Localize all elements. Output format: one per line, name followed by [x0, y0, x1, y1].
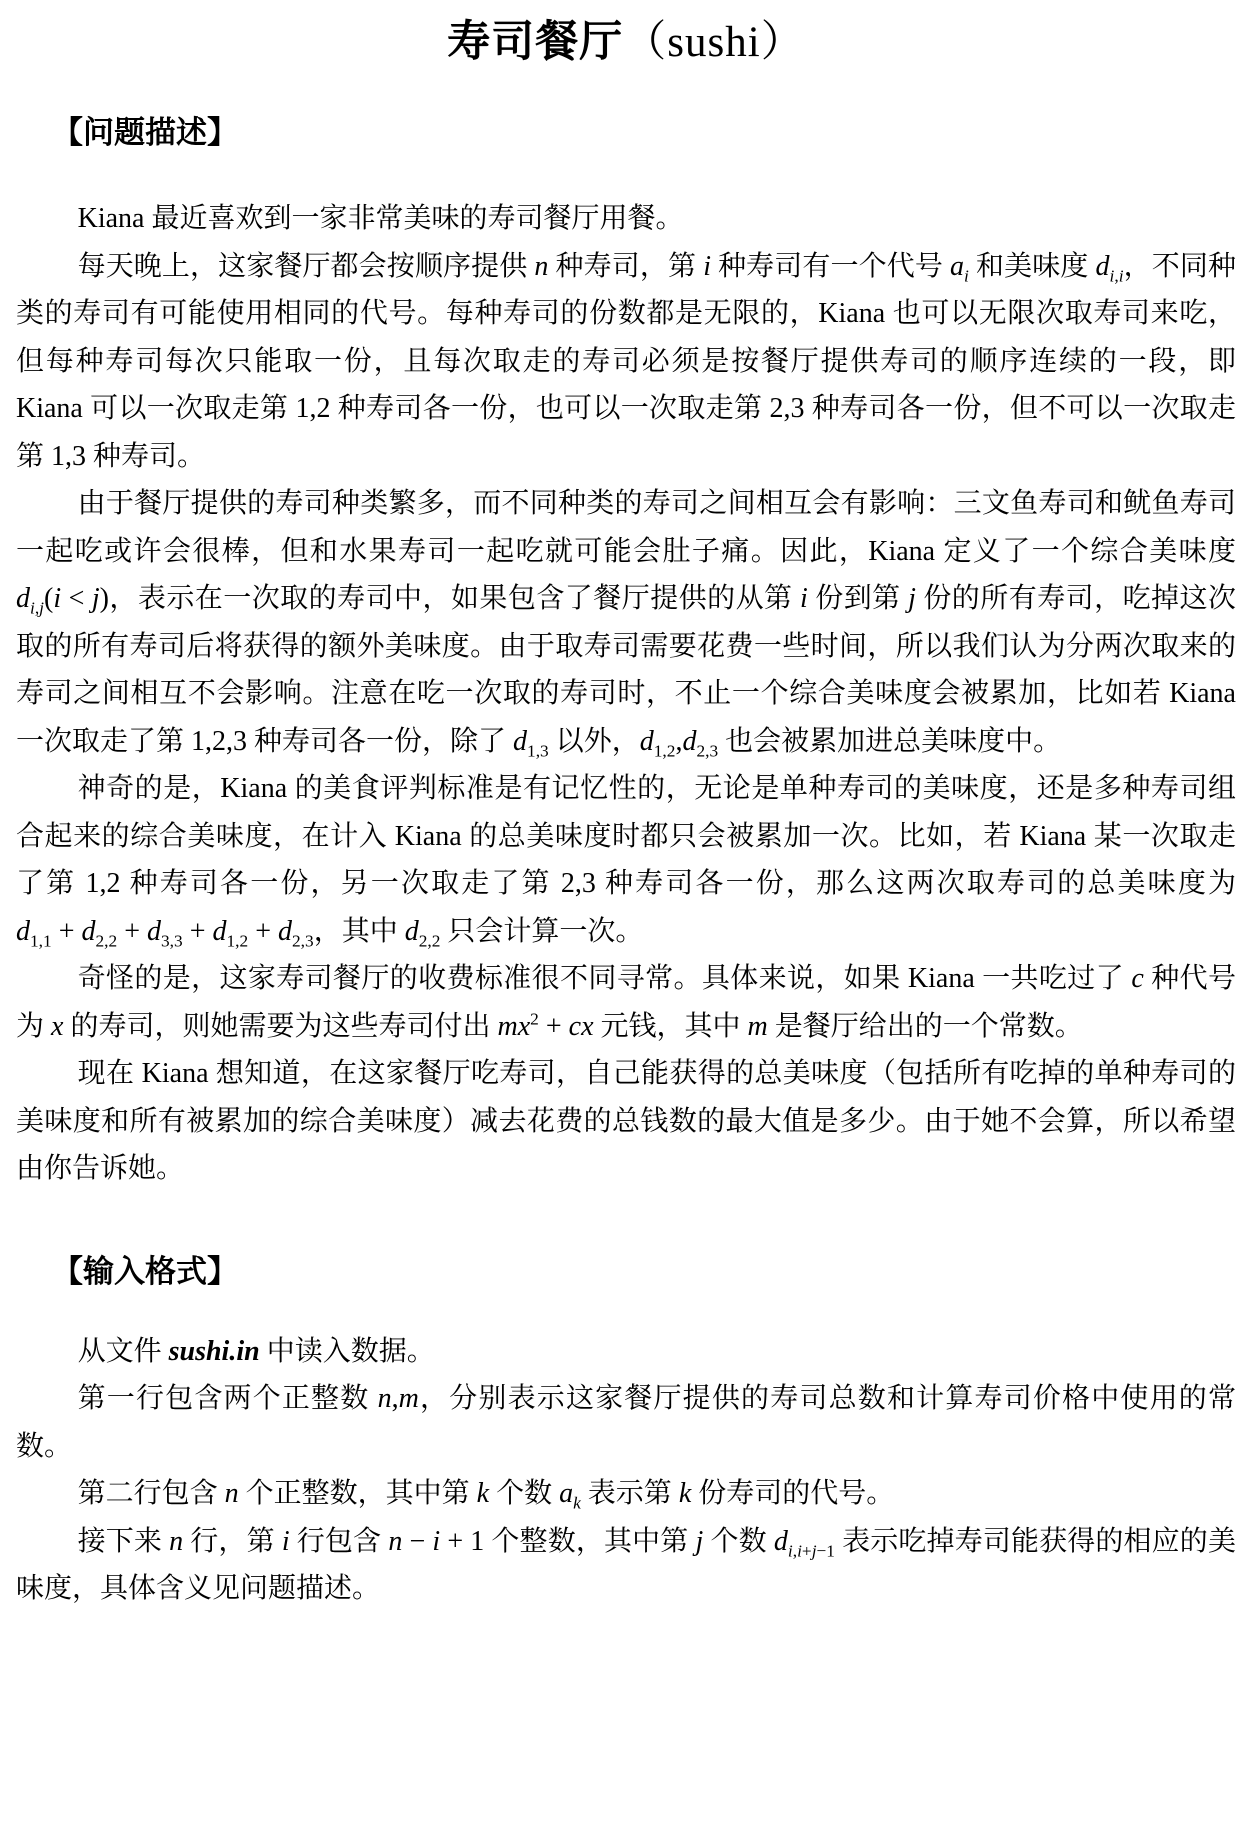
paragraph-problem-4: 神奇的是，Kiana 的美食评判标准是有记忆性的，无论是单种寿司的美味度，还是多种寿司组合起来的综合美味度，在计入 Kiana 的总美味度时都只会被累加一次。比如，若 Kiana 某一次取走了第 1,2 种寿司各一份，另一次取走了第 2,3 种寿司各一份，那么这两次取寿司的总美味度为 $d_{1,1} + d_{2,2} + d_{3,3} + d_{1,2} + d_{2,3}$，其中 $d_{2,2}$ 只会计算一次。: [16, 773, 1236, 951]
section-heading-problem-description: 【问题描述】: [52, 115, 238, 150]
paragraph-problem-2: 每天晚上，这家餐厅都会按顺序提供 n 种寿司，第 i 种寿司有一个代号 $a_i$ 和美味度 $d_{i,i}$，不同种类的寿司有可能使用相同的代号。每种寿司的份数都是无限的，Kiana 也可以无限次取寿司来吃，但每种寿司每次只能取一份，且每次取走的寿司必须是按餐厅提供寿司的顺序连续的一段，即 Kiana 可以一次取走第 1,2 种寿司各一份，也可以一次取走第 2,3 种寿司各一份，但不可以一次取走第 1,3 种寿司。: [16, 250, 1236, 472]
paragraph-input-1: 从文件 sushi.in 中读入数据。: [77, 1335, 435, 1367]
paragraph-problem-5: 奇怪的是，这家寿司餐厅的收费标准很不同寻常。具体来说，如果 Kiana 一共吃过了 c 种代号为 x 的寿司，则她需要为这些寿司付出 $mx^2$ + cx 元钱，其中 m 是餐厅给出的一个常数。: [16, 963, 1236, 1042]
paragraph-input-2: 第一行包含两个正整数 n,m，分别表示这家餐厅提供的寿司总数和计算寿司价格中使用的常数。: [16, 1383, 1236, 1462]
paragraph-problem-6: 现在 Kiana 想知道，在这家餐厅吃寿司，自己能获得的总美味度（包括所有吃掉的单种寿司的美味度和所有被累加的综合美味度）减去花费的总钱数的最大值是多少。由于她不会算，所以希望由你告诉她。: [16, 1058, 1236, 1184]
title-latin: （sushi）: [623, 19, 805, 66]
paragraph-input-3: 第二行包含 n 个正整数，其中第 k 个数 $a_k$ 表示第 k 份寿司的代号。: [77, 1478, 895, 1513]
page-title: [16, 14, 1236, 71]
document-page: [0, 14, 1252, 1613]
section-heading-input-format: 【输入格式】: [52, 1253, 238, 1289]
title-chinese: 寿司餐厅: [447, 18, 624, 66]
paragraph-problem-1: Kiana 最近喜欢到一家非常美味的寿司餐厅用餐。: [77, 203, 684, 234]
paragraph-problem-3: 由于餐厅提供的寿司种类繁多，而不同种类的寿司之间相互会有影响：三文鱼寿司和鱿鱼寿司一起吃或许会很棒，但和水果寿司一起吃就可能会肚子痛。因此，Kiana 定义了一个综合美味度 $d_{i,j}(i < j)$，表示在一次取的寿司中，如果包含了餐厅提供的从第 i 份到第 j 份的所有寿司，吃掉这次取的所有寿司后将获得的额外美味度。由于取寿司需要花费一些时间，所以我们认为分两次取来的寿司之间相互不会影响。注意在吃一次取的寿司时，不止一个综合美味度会被累加，比如若 Kiana 一次取走了第 1,2,3 种寿司各一份，除了 $d_{1,3}$ 以外，$d_{1,2},d_{2,3}$ 也会被累加进总美味度中。: [16, 488, 1236, 761]
paragraph-input-4: 接下来 n 行，第 i 行包含 n − i + 1 个整数，其中第 j 个数 $d_{i,i+j-1}$ 表示吃掉寿司能获得的相应的美味度，具体含义见问题描述。: [16, 1525, 1236, 1604]
